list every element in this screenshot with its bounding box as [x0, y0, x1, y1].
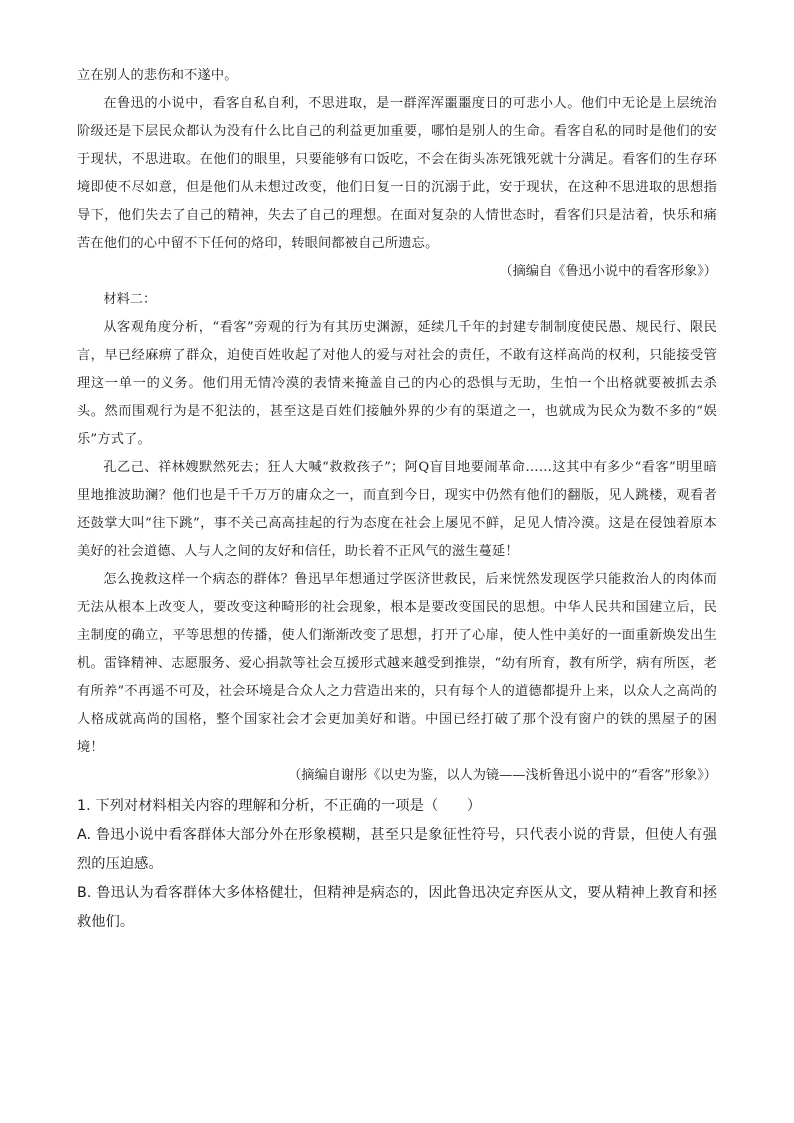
source-citation-1: （摘编自《鲁迅小说中的看客形象》）: [499, 264, 717, 279]
document-page: [77, 62, 717, 937]
question-option-a: A. 鲁迅小说中看客群体大部分外在形象模糊，甚至只是象征性符号，只代表小说的背景，但使人有强烈的压迫感。: [77, 827, 717, 872]
source-citation-2: （摘编自谢彤《以史为鉴，以人为镜——浅析鲁迅小说中的“看客”形象》）: [288, 768, 717, 783]
passage-paragraph-4: 怎么挽救这样一个病态的群体？鲁迅早年想通过学医济世救民，后来恍然发现医学只能救治人的肉体而无法从根本上改变人，要改变这种畸形的社会现象，根本是要改变国民的思想。中华人民共和国建立后，民主制度的确立，平等思想的传播，使人们渐渐改变了思想，打开了心扉，使人性中美好的一面重新焕发出生机。雷锋精神、志愿服务、爱心捐款等社会互援形式越来越受到推崇，“幼有所育，教有所学，病有所医，老有所养”不再遥不可及，社会环境是合众人之力营造出来的，只有每个人的道德都提升上来，以众人之高尚的人格成就高尚的国格，整个国家社会才会更加美好和谐。中国已经打破了那个没有窗户的铁的黑屋子的困境！: [77, 572, 717, 755]
passage-paragraph-2: 从客观角度分析，“看客”旁观的行为有其历史渊源，延续几千年的封建专制制度使民愚、规民行、限民言，早已经麻痹了群众，迫使百姓收起了对他人的爱与对社会的责任，不敢有这样高尚的权利，只能接受管理这一单一的义务。他们用无情冷漠的表情来掩盖自己的内心的恐惧与无助，生怕一个出格就要被抓去杀头。然而围观行为是不犯法的，甚至这是百姓们接触外界的少有的渠道之一，也就成为民众为数不多的“娱乐”方式了。: [77, 320, 717, 447]
question-option-b: B. 鲁迅认为看客群体大多体格健壮，但精神是病态的，因此鲁迅决定弃医从文，要从精神上教育和拯救他们。: [77, 885, 717, 930]
passage-paragraph-0: 立在别人的悲伤和不遂中。: [77, 68, 238, 83]
passage-paragraph-3: 孔乙己、祥林嫂默然死去；狂人大喊“救救孩子”；阿Q盲目地要闹革命……这其中有多少“看客”明里暗里地推波助澜？他们也是千千万万的庸众之一，而直到今日，现实中仍然有他们的翻版，见人跳楼，观看者还鼓掌大叫“往下跳”，事不关己高高挂起的行为态度在社会上屡见不鲜，足见人情冷漠。这是在侵蚀着原本美好的社会道德、人与人之间的友好和信任，助长着不正风气的滋生蔓延！: [77, 460, 717, 559]
material-label-2: 材料二：: [103, 292, 157, 307]
passage-paragraph-1: 在鲁迅的小说中，看客自私自利，不思进取，是一群浑浑噩噩度日的可悲小人。他们中无论是上层统治阶级还是下层民众都认为没有什么比自己的利益更加重要，哪怕是别人的生命。看客自私的同时是他们的安于现状，不思进取。在他们的眼里，只要能够有口饭吃，不会在街头冻死饿死就十分满足。看客们的生存环境即使不尽如意，但是他们从未想过改变，他们日复一日的沉溺于此，安于现状，在这种不思进取的思想指导下，他们失去了自己的精神，失去了自己的理想。在面对复杂的人情世态时，看客们只是沽着，快乐和痛苦在他们的心中留不下任何的烙印，转眼间都被自己所遗忘。: [77, 96, 717, 251]
question-title: 1. 下列对材料相关内容的理解和分析，不正确的一项是（ ）: [77, 798, 482, 814]
